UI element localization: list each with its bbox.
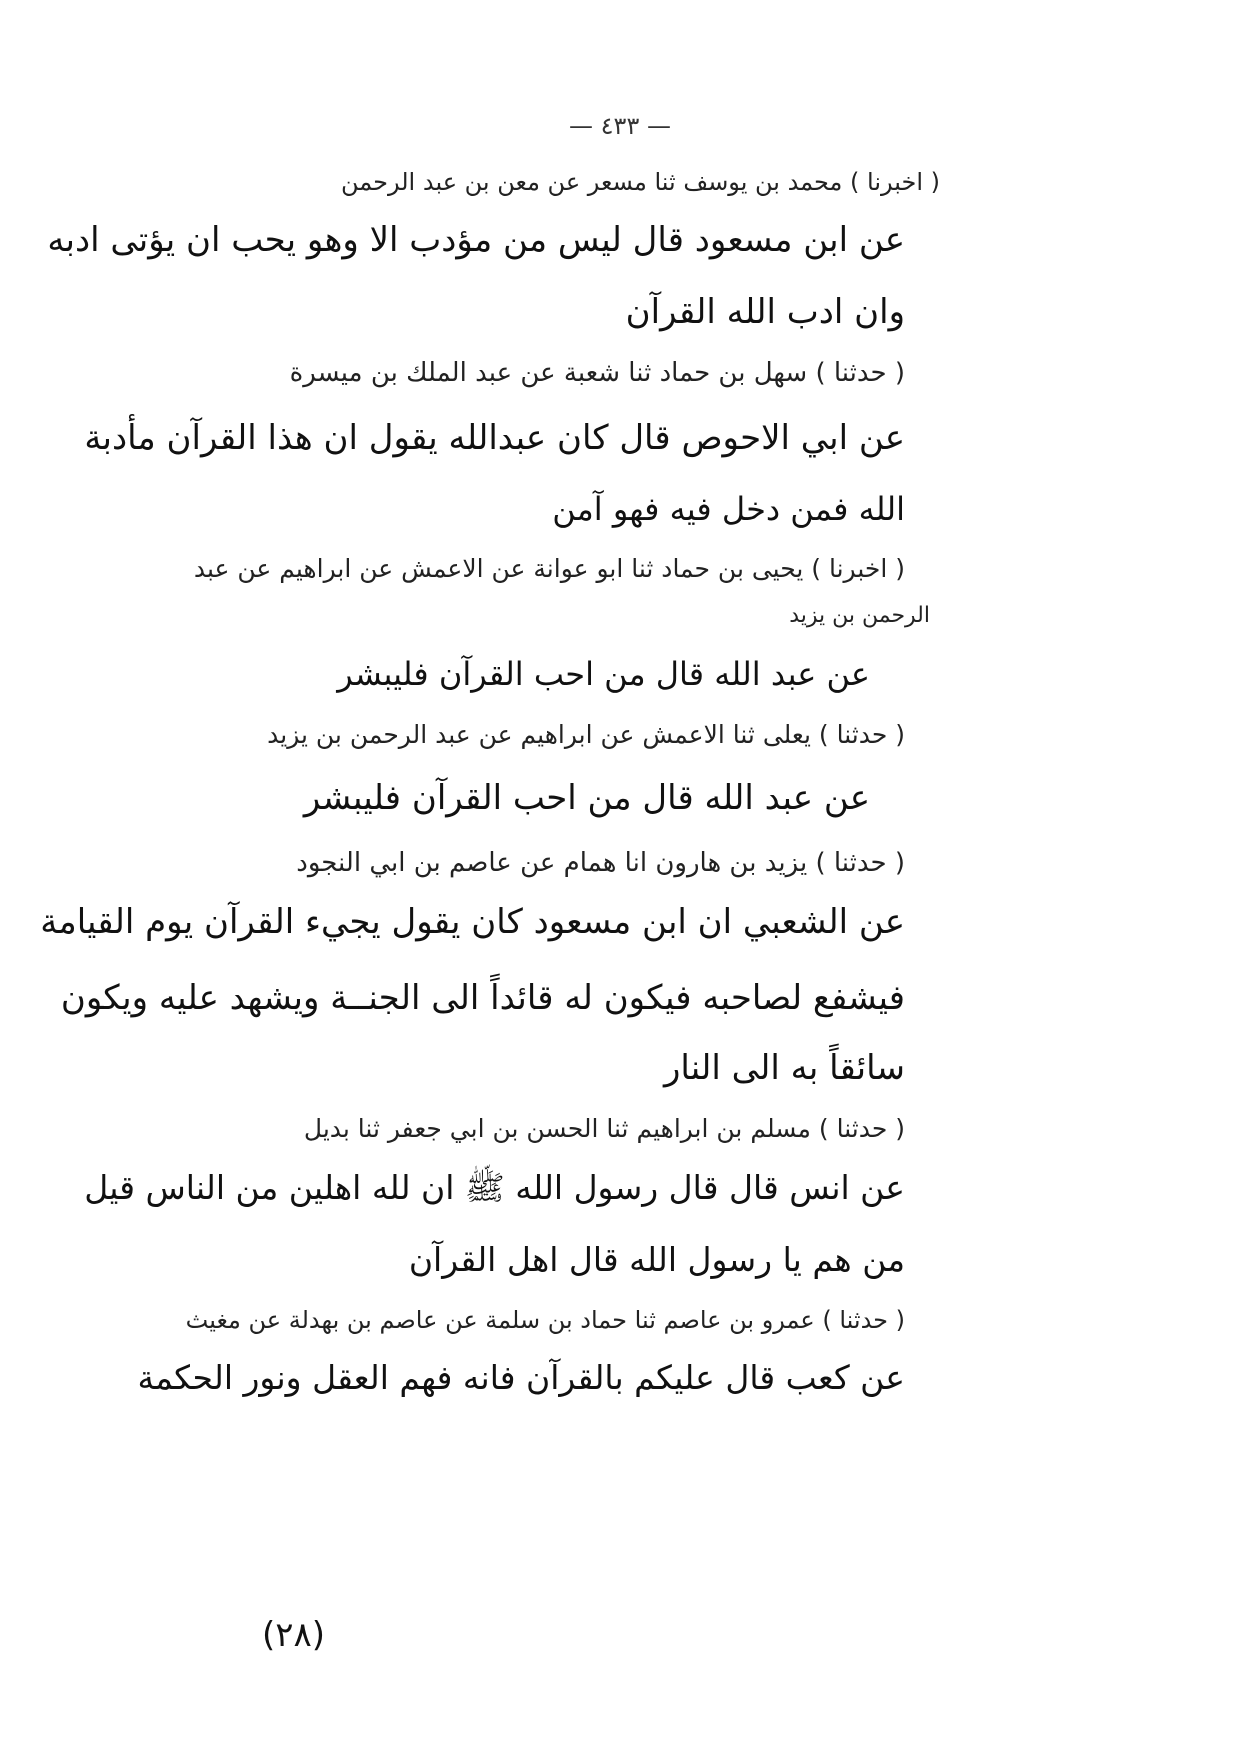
isnad-line: ( اخبرنا ) يحيى بن حماد ثنا ابو عوانة عن الاعمش عن ابراهيم عن عبد <box>193 554 905 583</box>
matn-line: عن الشعبي ان ابن مسعود كان يقول يجيء القرآن يوم القيامة <box>40 902 905 942</box>
matn-line: عن ابي الاحوص قال كان عبدالله يقول ان هذا القرآن مأدبة <box>84 418 905 458</box>
matn-line: فيشفع لصاحبه فيكون له قائداً الى الجنــة ويشهد عليه ويكون <box>60 978 905 1018</box>
isnad-line: ( حدثنا ) يزيد بن هارون انا همام عن عاصم بن ابي النجود <box>296 848 905 878</box>
isnad-line: ( حدثنا ) سهل بن حماد ثنا شعبة عن عبد الملك بن ميسرة <box>289 358 905 388</box>
matn-line: الله فمن دخل فيه فهو آمن <box>552 490 905 528</box>
isnad-line: ( حدثنا ) يعلى ثنا الاعمش عن ابراهيم عن عبد الرحمن بن يزيد <box>267 720 905 749</box>
matn-line: وان ادب الله القرآن <box>625 292 905 332</box>
matn-line: عن ابن مسعود قال ليس من مؤدب الا وهو يحب ان يؤتى ادبه <box>47 220 905 260</box>
isnad-line: ( حدثنا ) مسلم بن ابراهيم ثنا الحسن بن ابي جعفر ثنا بديل <box>303 1114 905 1143</box>
matn-line: سائقاً به الى النار <box>664 1048 905 1088</box>
signature-mark: (٢٨) <box>262 1615 326 1655</box>
matn-line: عن عبد الله قال من احب القرآن فليبشر <box>303 778 870 818</box>
isnad-line: الرحمن بن يزيد <box>789 603 930 628</box>
page-number: — ٤٣٣ — <box>569 112 671 140</box>
matn-line: عن عبد الله قال من احب القرآن فليبشر <box>337 655 870 693</box>
matn-line: من هم يا رسول الله قال اهل القرآن <box>408 1240 905 1279</box>
isnad-line: ( حدثنا ) عمرو بن عاصم ثنا حماد بن سلمة عن عاصم بن بهدلة عن مغيث <box>185 1306 905 1334</box>
matn-line: عن انس قال قال رسول الله ﷺ ان لله اهلين من الناس قيل <box>84 1168 905 1207</box>
isnad-line: ( اخبرنا ) محمد بن يوسف ثنا مسعر عن معن بن عبد الرحمن <box>341 168 940 196</box>
matn-line: عن كعب قال عليكم بالقرآن فانه فهم العقل ونور الحكمة <box>137 1358 905 1397</box>
